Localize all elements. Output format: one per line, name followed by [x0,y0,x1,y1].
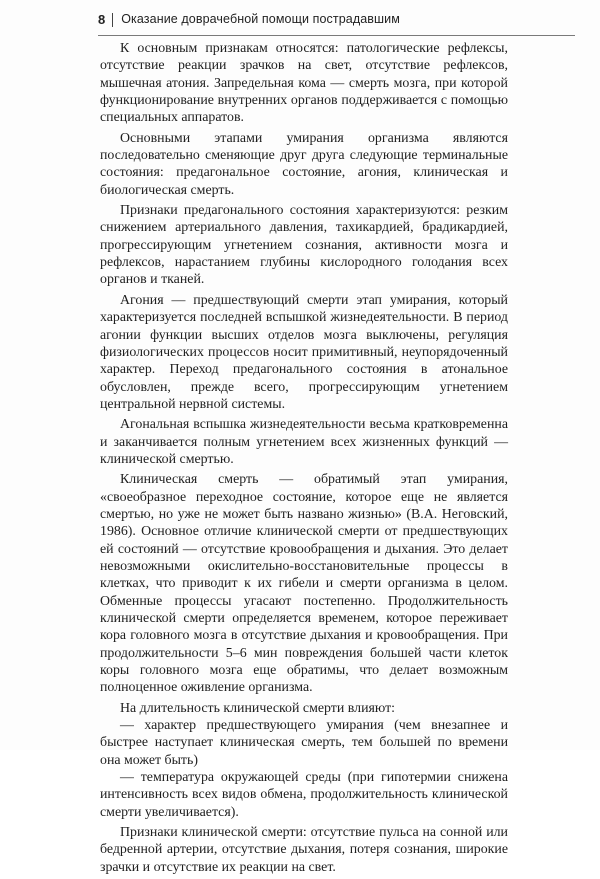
page-header [98,11,575,36]
paragraph: Признаки клинической смерти: отсутствие пульса на сонной или бедренной артерии, отсутствие дыхания, потеря сознания, широкие зрачки и отсутствие их реакции на свет. [100,825,508,875]
list-intro: На длительность клинической смерти влияют: [120,700,396,716]
paragraph: Основными этапами умирания организма являются последовательно сменяющие друг друга следующие терминальные состояния: предагональное состояние, агония, клиническая и биологическая смерть. [100,130,508,198]
paragraph: Агональная вспышка жизнедеятельности весьма кратковременна и заканчивается полным угнетением всех жизненных функций — клинической смертью. [100,417,508,467]
paragraph: Признаки предагонального состояния характеризуются: резким снижением артериального давления, тахикардией, брадикардией, прогрессирующим угнетением сознания, активности мозга и рефлексов, нарастанием глубины кислородного голодания всех органов и тканей. [100,203,508,288]
list-item: — характер предшествующего умирания (чем внезапнее и быстрее наступает клиническая смерть, тем большей по времени она может быть) [100,718,508,768]
header-separator [112,13,113,27]
running-title: Оказание доврачебной помощи пострадавшим [121,12,400,26]
paragraph: К основным признакам относятся: патологические рефлексы, отсутствие реакции зрачков на свет, отсутствие рефлексов, мышечная атония. Запредельная кома — смерть мозга, при которой функционирование внутренних органов поддерживается с помощью специальных аппаратов. [100,41,508,126]
paragraph: Клиническая смерть — обратимый этап умирания, «своеобразное переходное состояние, которое еще не является смертью, но уже не может быть названо жизнью» (В.А. Неговский, 1986). Основное отличие клинической смерти от предшествующих ей состояний — отсутствие кровообращения и дыхания. Это делает невозможными окислительно-восстановительные процессы в клетках, что приводит к их гибели и смерти организма в целом. Обменные процессы угасают постепенно. Продолжительность клинической смерти определяется временем, которое переживает кора головного мозга в отсутствие дыхания и кровообращения. При продолжительности 5–6 мин повреждения большей части клеток коры головного мозга еще обратимы, что делает возможным полноценное оживление организма. [100,472,508,696]
page-number: 8 [98,12,106,27]
paragraph: Агония — предшествующий смерти этап умирания, который характеризуется последней вспышкой жизнедеятельности. В период агонии функции высших отделов мозга выключены, регуляция физиологических процессов носит примитивный, неупорядоченный характер. Переход предагонального состояния в атональное обусловлен, прежде всего, прогрессирующим угнетением центральной нервной системы. [100,292,508,412]
list-item: — температура окружающей среды (при гипотермии снижена интенсивность всех видов обмена, продолжительность клинической смерти увеличивается). [100,770,508,820]
body-text [100,40,508,879]
